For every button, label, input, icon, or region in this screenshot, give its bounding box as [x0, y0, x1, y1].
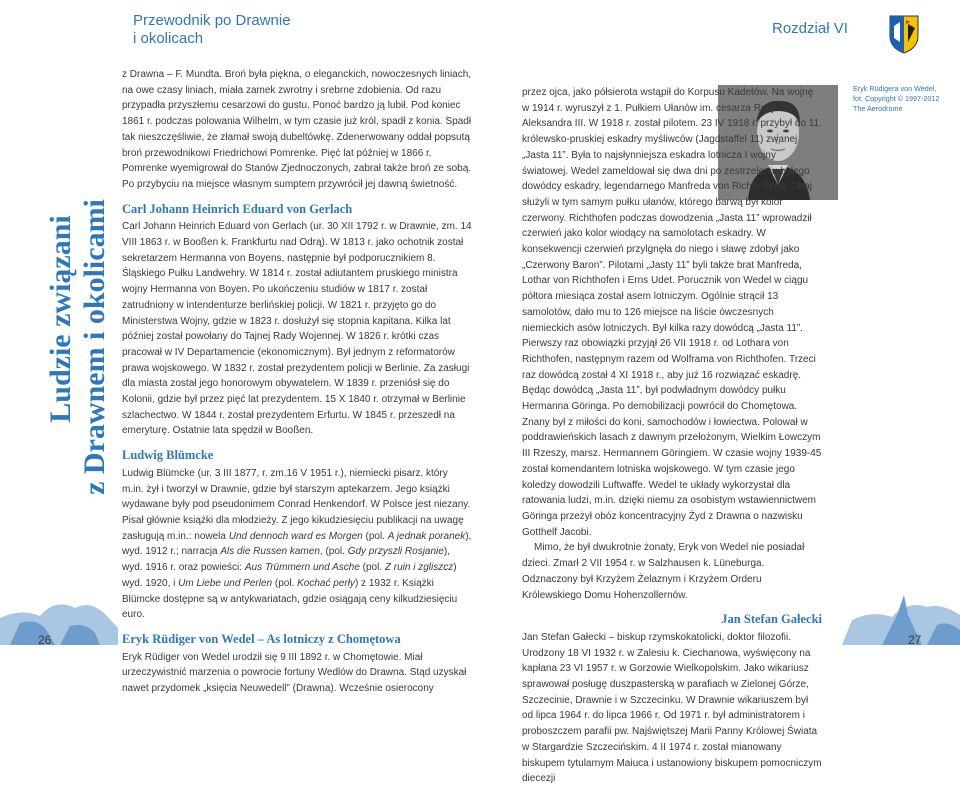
guide-title-line2: i okolicach	[133, 30, 204, 47]
vertical-title-line2: z Drawnem i okolicami	[78, 199, 111, 495]
vertical-section-title	[30, 58, 114, 636]
vertical-title-line1: Ludzie związani	[44, 215, 77, 423]
photo-caption	[853, 84, 953, 114]
photo-caption-line2: fot. Copyright © 1997-2012 The Aerodrome	[853, 94, 940, 113]
paragraph: Mimo, że był dwukrotnie żonaty, Eryk von Wedel nie posiadał dzieci. Zmarł 2 VII 1954 r. w Salzhausen k. Lüneburga. Odznaczony był Krzyżem Żelaznym i Krzyżem Orderu Królewskiego Domu Hohenzollernów.	[522, 542, 805, 601]
page-number-left: 26	[38, 633, 52, 647]
photo-caption-line1: Eryk Rüdigera von Wedel,	[853, 84, 937, 93]
paragraph: z Drawna – F. Mundta. Broń była piękna, o eleganckich, nowoczesnych liniach, na owe czasy liniach, miała zamek zwrotny i srebrne zdobienia. Od razu przypadła przyszłemu cesarzowi do gustu. Ponoć bardzo ją lubił. Pod koniec 1861 r. podczas polowania Wilhelm, w tym czasie już król, spadł z konia. Spadł tak nieszczęśliwie, że złamał swoją dubeltówkę. Zdenerwowany oddał popsutą broń przewodnikowi Friedrichowi Pomrenke. Pięć lat później w 1866 r. Pomrenke wyemigrował do Stanów Zjednoczonych, zabrał także broń ze sobą. Po przybyciu na miejsce własnym sumptem przywrócił jej dawną świetność.	[122, 69, 472, 190]
section-heading-wedel: Eryk Rüdiger von Wedel – As lotniczy z Chomętowa	[122, 631, 401, 646]
paragraph: Jan Stefan Gałecki – biskup rzymskokatolicki, doktor filozofii. Urodzony 18 VI 1932 r. w Zalesiu k. Ciechanowa, wyświęcony na kapłana 23 VI 1957 r. w Gorzowie Wielkopolskim. Jako wikariusz sprawował posługę duszpasterską w parafiach w Zielonej Górze, Szczecinie, Drawnie i w Szczecinku. W Drawnie wikariuszem był od lipca 1964 r. do lipca 1966 r. Od 1971 r. był administratorem i proboszczem parafii pw. Najświętszej Marii Panny Królowej Świata w Stargardzie Szczecińskim. 4 II 1974 r. został mianowany biskupem tytularnym Maiuca i ustanowiony biskupem pomocniczym diecezji	[522, 631, 822, 785]
paragraph-blumcke: Ludwig Blümcke (ur. 3 III 1877, r. zm.16 V 1951 r.), niemiecki pisarz, który m.in. żył i tworzył w Drawnie, gdzie był starszym aptekarzem. Jego książki wydawane były pod pseudonimem Conrad Henkendorf. W Polsce jest niezany. Pisał głównie książki dla młodzieży. Z jego kikudziesięciu publikacji na uwagę zasługują m.in.: nowela Und dennoch ward es Morgen (pol. A jednak poranek), wyd. 1912 r.; narracja Als die Russen kamen, (pol. Gdy przyszli Rosjanie), wyd. 1916 r. oraz powieści: Aus Trümmern und Asche (pol. Z ruin i zgliszcz) wyd. 1920, i Um Liebe und Perlen (pol. Kochać perły) z 1932 r. Książki Blümcke dostępne są w antykwariatach, gdzie osiągają ceny kilkudziesięciu euro.	[122, 467, 472, 621]
right-column-text	[522, 85, 822, 787]
section-heading-galecki: Jan Stefan Gałecki	[721, 612, 822, 627]
decorative-illustration-left	[0, 578, 118, 645]
section-heading-blumcke: Ludwig Blümcke	[122, 448, 214, 463]
left-column-text	[122, 67, 472, 697]
page-number-right: 27	[908, 633, 922, 647]
paragraph: Carl Johann Heinrich Eduard von Gerlach (ur. 30 XII 1792 r. w Drawnie, zm. 14 VIII 1863 r. w Booßen k. Frankfurtu nad Odrą). W 1813 r. jako ochotnik został sekretarzem Hermanna von Boyens, następnie był podporucznikiem 8. Śląskiego Pułku Landwehry. W 1814 r. został adiutantem pruskiego ministra wojny Hermanna von Boyen. Po ukończeniu studiów w 1817 r. został zatrudniony w intendenturze berlińskiej policji. W 1821 r. przyjęto go do Ministerstwa Wojny, gdzie w 1823 r. dosłużył się stopnia kapitana. Kilka lat później został powołany do Tajnej Rady Wojennej. W 1826 r. krótki czas pracował w IV Departamencie (ekonomicznym). Był jednym z reformatorów prawa wojskowego. W 1832 r. został prezydentem policji w Berlinie. Za zasługi dla miasta został jego honorowym obywatelem. W 1839 r. przeniósł się do Kolonii, gdzie był przez pięć lat prezydentem. 15 X 1840 r. otrzymał w Berlinie szlachectwo. W 1844 r. został prezydentem Erfurtu. W 1845 r. przeszedł na emeryturę. Ostatnie lata spędził w Booßen.	[122, 221, 472, 437]
guide-title	[133, 12, 303, 48]
section-heading-gerlach: Carl Johann Heinrich Eduard von Gerlach	[122, 201, 353, 216]
chapter-title: Rozdział VI	[772, 20, 848, 37]
paragraph-wedel-continued: przez ojca, jako półsierota wstąpił do Korpusu Kadetów. Na wojnę w 1914 r. wyruszył z 1. Pułkiem Ułanów im. cesarza Rosji Aleksandra III. W 1918 r. został pilotem. 23 IV 1918 r. przybył do 11. królewsko-pruskiej eskadry myśliwców (Jagdstaffel 11) zwanej „Jasta 11”. Była to najsłynniejsza eskadra lotnicza I wojny światowej. Wedel zameldował się dwa dni po zestrzeleniu byłego dowódcy eskadry, legendarnego Manfreda von Richthofena. Obaj służyli w tym samym pułku ułanów, którego barwą był kolor czerwony. Richthofen podczas dowodzenia „Jasta 11” wprowadził czerwień jako kolor wiodący na samolotach eskadry. W konsekwencji czerwień przylgnęła do niego i sławę zdobył jako „Czerwony Baron”. Pilotami „Jasty 11” byli także brat Manfreda, Lothar von Richthofen i Erns Udet. Porucznik von Wedel w ciągu półtora miesiąca został asem lotniczym. Ogólnie strącił 13 samolotów, dało mu to 126 miejsce na liście ówczesnych niemieckich asów lotniczych. Był kilka razy dowódcą „Jasta 11”. Pierwszy raz obowiązki przyjął 26 VII 1918 r. od Lothara von Richthofen, następnym razem od Wolframa von Richthofen. Trzeci raz dowódcą został 4 XI 1918 r., aby już 16 rozwiązać eskadrę. Będąc dowódcą „Jasta 11”, był podwładnym dowódcy pułku Hermanna Göringa. Po demobilizacji powrócił do Chomętowa. Znany był z miłości do koni, samochodów i łowiectwa. Polował w poddrawieńskich lasach z dawnym przełożonym, Wielkim Łowczym III Rzeszy, marsz. Hermannem Göringiem. W czasie wojny 1939-45 został komendantem lotniska wojskowego. W tym czasie jego koledzy dowodzili Luftwaffe. Wedel te układy wykorzystał dla ratowania ludzi, m.in. dzięki niemu za osobistym wstawiennictwem Göringa przeżył obóz koncentracyjny Żyd z Drawna o nazwisku Gotthelf Jacobi.	[522, 87, 822, 538]
guide-title-line1: Przewodnik po Drawnie	[133, 12, 291, 29]
coat-of-arms-icon	[888, 14, 920, 54]
paragraph: Eryk Rüdiger von Wedel urodził się 9 III 1892 r. w Chomętowie. Miał urzeczywistnić marzenia o powrocie fortuny Wedlów do Drawna. Stąd uzyskał nawet przydomek „księcia Neuwedell” (Drawna). Wcześnie osierocony	[122, 651, 467, 695]
decorative-illustration-right	[842, 575, 960, 645]
